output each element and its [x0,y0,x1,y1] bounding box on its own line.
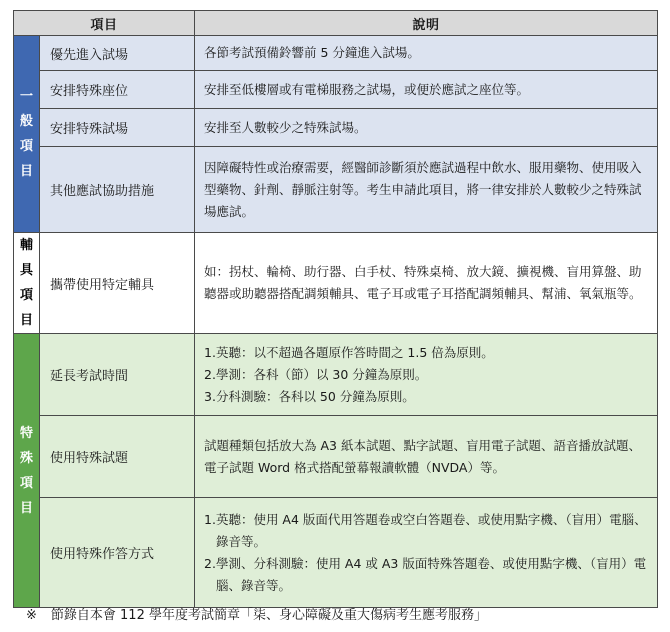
row-description: 安排至人數較少之特殊試場。 [195,109,658,147]
table-row [14,71,658,109]
row-item-label: 其他應試協助措施 [40,147,195,233]
table-header-row [14,11,658,36]
row-item-label: 優先進入試場 [40,36,195,71]
table-row [14,109,658,147]
header-item: 項目 [14,11,195,36]
source-footnote [26,604,487,623]
row-description: 安排至低樓層或有電梯服務之試場，或便於應試之座位等。 [195,71,658,109]
row-item-label: 攜帶使用特定輔具 [40,233,195,334]
row-description: 1.英聽：以不超過各題原作答時間之 1.5 倍為原則。 2.學測：各科（節）以 30 分鐘為原則。 3.分科測驗：各科以 50 分鐘為原則。 [195,334,658,416]
group-label-assistive: 輔 具 項 目 [14,233,40,334]
table-row [14,233,658,334]
reference-mark-icon: ※ [26,608,37,623]
footnote-text: 節錄自本會 112 學年度考試簡章「柒、身心障礙及重大傷病考生應考服務」 [50,608,487,623]
row-item-label: 延長考試時間 [40,334,195,416]
row-description: 各節考試預備鈴響前 5 分鐘進入試場。 [195,36,658,71]
header-description: 說明 [195,11,658,36]
table-row [14,147,658,233]
row-description: 因障礙特性或治療需要，經醫師診斷須於應試過程中飲水、服用藥物、使用吸入型藥物、針劑、靜脈注射等。考生申請此項目，將一律安排於人數較少之特殊試場應試。 [195,147,658,233]
table-row [14,334,658,416]
row-item-label: 使用特殊試題 [40,416,195,498]
row-description: 試題種類包括放大為 A3 紙本試題、點字試題、盲用電子試題、語音播放試題、電子試題 Word 格式搭配螢幕報讀軟體（NVDA）等。 [195,416,658,498]
accommodation-table [13,10,658,608]
row-item-label: 安排特殊試場 [40,109,195,147]
table-row [14,416,658,498]
group-label-special: 特 殊 項 目 [14,334,40,608]
table-row [14,498,658,608]
row-description: 如：拐杖、輪椅、助行器、白手杖、特殊桌椅、放大鏡、擴視機、盲用算盤、助聽器或助聽器搭配調頻輔具、電子耳或電子耳搭配調頻輔具、幫浦、氧氣瓶等。 [195,233,658,334]
row-description: 1.英聽：使用 A4 版面代用答題卷或空白答題卷、或使用點字機、（盲用）電腦、錄音等。 2.學測、分科測驗：使用 A4 或 A3 版面特殊答題卷、或使用點字機、（盲用）電腦、錄音等。 [195,498,658,608]
row-item-label: 安排特殊座位 [40,71,195,109]
group-label-general: 一 般 項 目 [14,36,40,233]
table-row [14,36,658,71]
row-item-label: 使用特殊作答方式 [40,498,195,608]
